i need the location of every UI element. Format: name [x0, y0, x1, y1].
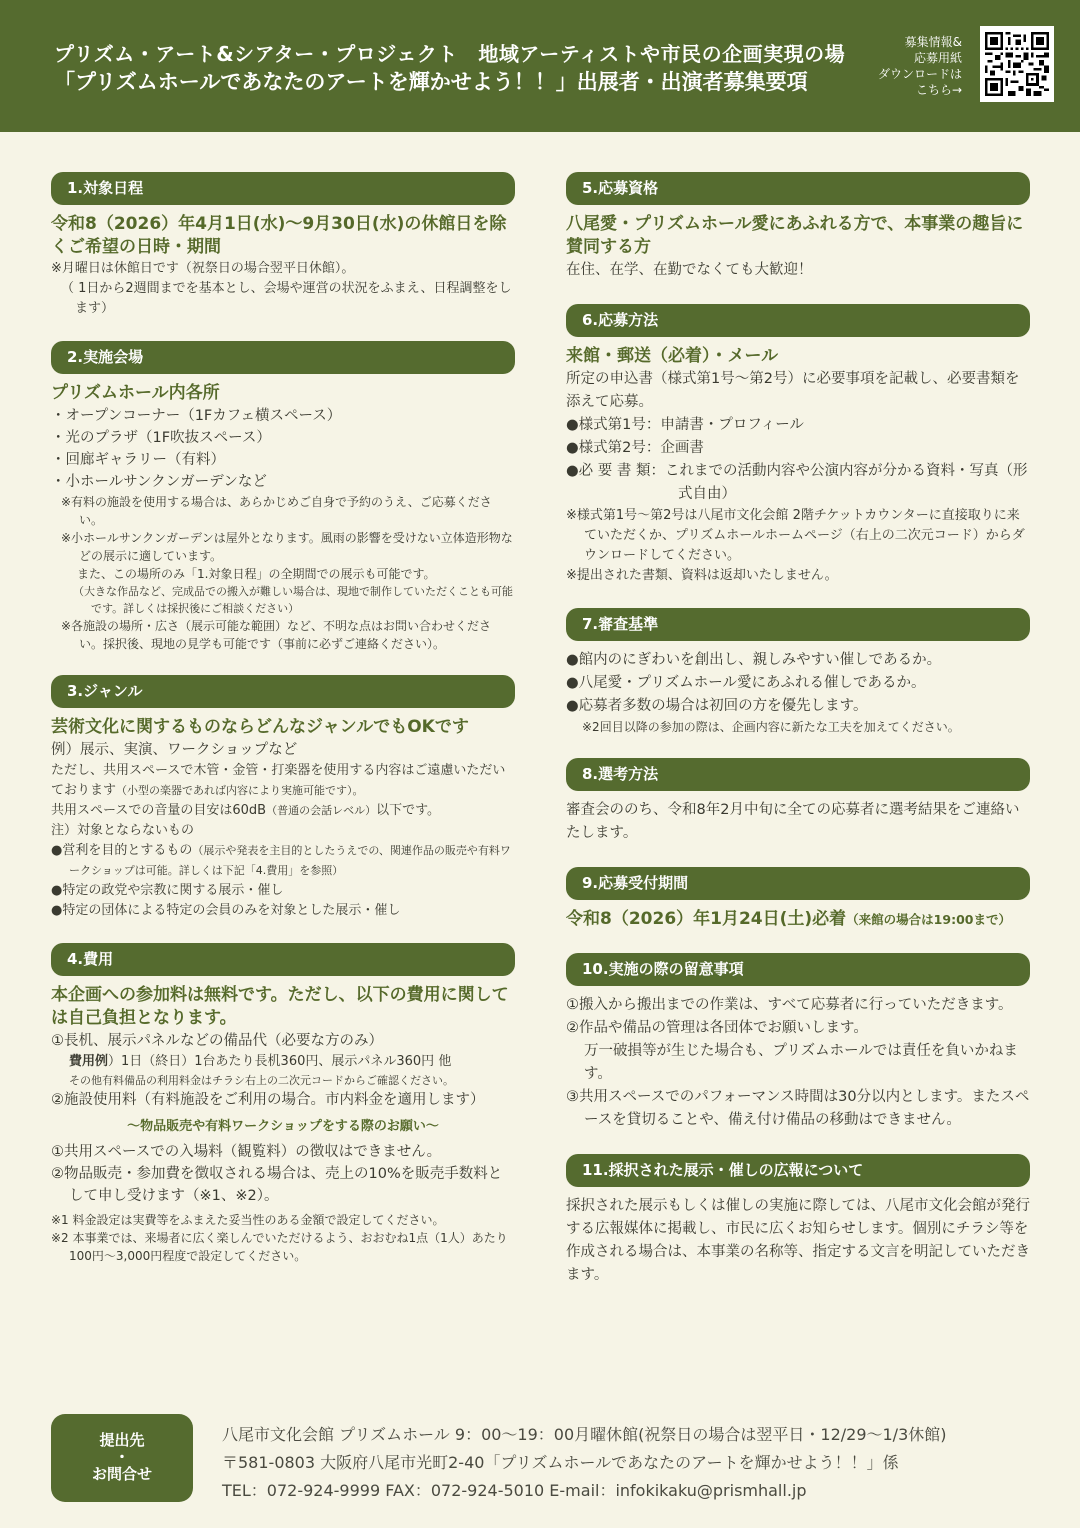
section-heading: 2.実施会場 [51, 341, 515, 374]
header-banner [0, 0, 1080, 132]
header-title-line2: 「プリズムホールであなたのアートを輝かせよう！！」出展者・出演者募集要項 [54, 70, 808, 94]
venue-item: ・光のプラザ（1F吹抜スペース） [51, 430, 271, 446]
section-heading: 6.応募方法 [566, 304, 1030, 337]
section-publicity: 11.採択された展示・催しの広報について 採択された展示もしくは催しの実施に際しては、八尾市文化会館が発行する広報媒体に掲載し、市民に広くお知らせします。個別にチラシ等を作成される場合は、本事業の名称等、指定する文言を明記していただきます。 [566, 1154, 1030, 1287]
venue-lead: プリズムホール内各所 [51, 383, 220, 403]
venue-item: ・オープンコーナー（1Fカフェ横スペース） [51, 408, 342, 424]
qr-note: 募集情報& 応募用紙 ダウンロードは こちら→ [877, 35, 962, 97]
section-genre: 3.ジャンル 芸術文化に関するものならどんなジャンルでもOKです 例）展示、実演、ワークショップなど ただし、共用スペースで木管・金管・打楽器を使用する内容はご遠慮いただいております（小型の楽器であれば内容により実施可能です）。 共用スペースでの音量の目安は60dB（普通の会話レベル）以下です。 注）対象とならないもの ●営利を目的とするもの（展示や発表を主目的としたうえでの、関連作品の販売や有料ワークショップは可能。詳しくは下記「4.費用」を参照） ●特定の政党や宗教に関する展示・催し ●特定の団体による特定の会員のみを対象とした展示・催し [51, 675, 515, 921]
section-heading: 4.費用 [51, 943, 515, 976]
right-column [566, 172, 1030, 1309]
section-heading: 9.応募受付期間 [566, 867, 1030, 900]
form-item: ●様式第2号：企画書 [566, 440, 704, 456]
section-criteria: 7.審査基準 ●館内のにぎわいを創出し、親しみやすい催しであるか。 ●八尾愛・プリズムホール愛にあふれる催しであるか。 ●応募者多数の場合は初回の方を優先します。 ※2回目以降の参加の際は、企画内容に新たな工夫を加えてください。 [566, 608, 1030, 736]
section-heading: 7.審査基準 [566, 608, 1030, 641]
section-heading: 1.対象日程 [51, 172, 515, 205]
section-heading: 5.応募資格 [566, 172, 1030, 205]
section-selection: 8.選考方法 審査会ののち、令和8年2月中旬に全ての応募者に選考結果をご連絡いたします。 [566, 758, 1030, 845]
venue-item: ・回廊ギャラリー（有料） [51, 452, 225, 468]
contact-info [222, 1421, 947, 1505]
contact-phone-email[interactable]: TEL：072-924-9999 FAX：072-924-5010 E-mail：infokikaku@prismhall.jp [222, 1481, 807, 1500]
contact-address-line: 八尾市文化会館 プリズムホール 9：00〜19：00月曜休館(祝祭日の場合は翌平日・12/29〜1/3休館) [222, 1425, 947, 1444]
form-item: ●様式第1号：申請書・プロフィール [566, 417, 804, 433]
section-eligibility: 5.応募資格 八尾愛・プリズムホール愛にあふれる方で、本事業の趣旨に賛同する方 在住、在学、在勤でなくても大歓迎！ [566, 172, 1030, 282]
cost-lead: 本企画への参加料は無料です。ただし、以下の費用に関しては自己負担となります。 [51, 985, 509, 1028]
contact-postal-line: 〒581-0803 大阪府八尾市光町2-40「プリズムホールであなたのアートを輝かせよう！！」係 [222, 1453, 899, 1472]
section-notes: 10.実施の際の留意事項 ①搬入から搬出までの作業は、すべて応募者に行っていただきます。 ②作品や備品の管理は各団体でお願いします。 万一破損等が生じた場合も、プリズムホールでは責任を負いかねます。 ③共用スペースでのパフォーマンス時間は30分以内とします。またスペースを貸切ることや、備え付け備品の移動はできません。 [566, 953, 1030, 1132]
section-deadline: 9.応募受付期間 令和8（2026）年1月24日(土)必着（来館の場合は19:00まで） [566, 867, 1030, 931]
section-heading: 8.選考方法 [566, 758, 1030, 791]
contact-label: 提出先 ・ お問合せ [51, 1414, 193, 1502]
schedule-lead: 令和8（2026）年4月1日(水)〜9月30日(水)の休館日を除くご希望の日時・期間 [51, 214, 507, 257]
header-title-line1: プリズム・アート&シアター・プロジェクト 地域アーティストや市民の企画実現の場 [54, 42, 846, 66]
qr-code-icon[interactable] [980, 26, 1054, 102]
section-heading: 3.ジャンル [51, 675, 515, 708]
section-cost: 4.費用 本企画への参加料は無料です。ただし、以下の費用に関しては自己負担となります。 ①長机、展示パネルなどの備品代（必要な方のみ） 費用例）1日（終日）1台あたり長机360円、展示パネル360円 他 その他有料備品の利用料金はチラシ右上の二次元コードからご確認ください。 ②施設使用料（有料施設をご利用の場合。市内料金を適用します） 〜物品販売や有料ワークショップをする際のお願い〜 ①共用スペースでの入場料（観覧料）の徴収はできません。 ②物品販売・参加費を徴収される場合は、売上の10%を販売手数料として申し受けます（※1、※2）。 ※1 料金設定は実費等をふまえた妥当性のある金額で設定してください。 ※2 本事業では、来場者に広く楽しんでいただけるよう、おおむね1点（1人）あたり100円〜3,000円程度で設定してください。 [51, 943, 515, 1265]
section-method: 6.応募方法 来館・郵送（必着）・メール 所定の申込書（様式第1号〜第2号）に必要事項を記載し、必要書類を添えて応募。 ●様式第1号：申請書・プロフィール ●様式第2号：企画書 ●必 要 書 類：これまでの活動内容や公演内容が分かる資料・写真（形式自由） ※様式第1号〜第2号は八尾市文化会館 2階チケットカウンターに直接取りに来ていただくか、プリズムホールホームページ（右上の二次元コード）からダウンロードしてください。 ※提出された書類、資料は返却いたしません。 [566, 304, 1030, 586]
section-heading: 11.採択された展示・催しの広報について [566, 1154, 1030, 1187]
section-heading: 10.実施の際の留意事項 [566, 953, 1030, 986]
section-venue: 2.実施会場 プリズムホール内各所 ・オープンコーナー（1Fカフェ横スペース） ・光のプラザ（1F吹抜スペース） ・回廊ギャラリー（有料） ・小ホールサンクンガーデンなど ※有料の施設を使用する場合は、あらかじめご自身で予約のうえ、ご応募ください。 ※小ホールサンクンガーデンは屋外となります。風雨の影響を受けない立体造形物などの展示に適しています。 また、この場所のみ「1.対象日程」の全期間での展示も可能です。 （大きな作品など、完成品での搬入が難しい場合は、現地で制作していただくことも可能です。詳しくは採択後にご相談ください） ※各施設の場所・広さ（展示可能な範囲）など、不明な点はお問い合わせください。採択後、現地の見学も可能です（事前に必ずご連絡ください）。 [51, 341, 515, 653]
section-schedule: 1.対象日程 令和8（2026）年4月1日(水)〜9月30日(水)の休館日を除くご希望の日時・期間 ※月曜日は休館日です（祝祭日の場合翌平日休館）。 （ 1日から2週間までを基本とし、会場や運営の状況をふまえ、日程調整をします） [51, 172, 515, 319]
genre-lead: 芸術文化に関するものならどんなジャンルでもOKです [51, 717, 469, 737]
venue-item: ・小ホールサンクンガーデンなど [51, 474, 267, 490]
left-column [51, 172, 515, 1287]
form-item: ●必 要 書 類：これまでの活動内容や公演内容が分かる資料・写真（形式自由） [566, 463, 1028, 502]
